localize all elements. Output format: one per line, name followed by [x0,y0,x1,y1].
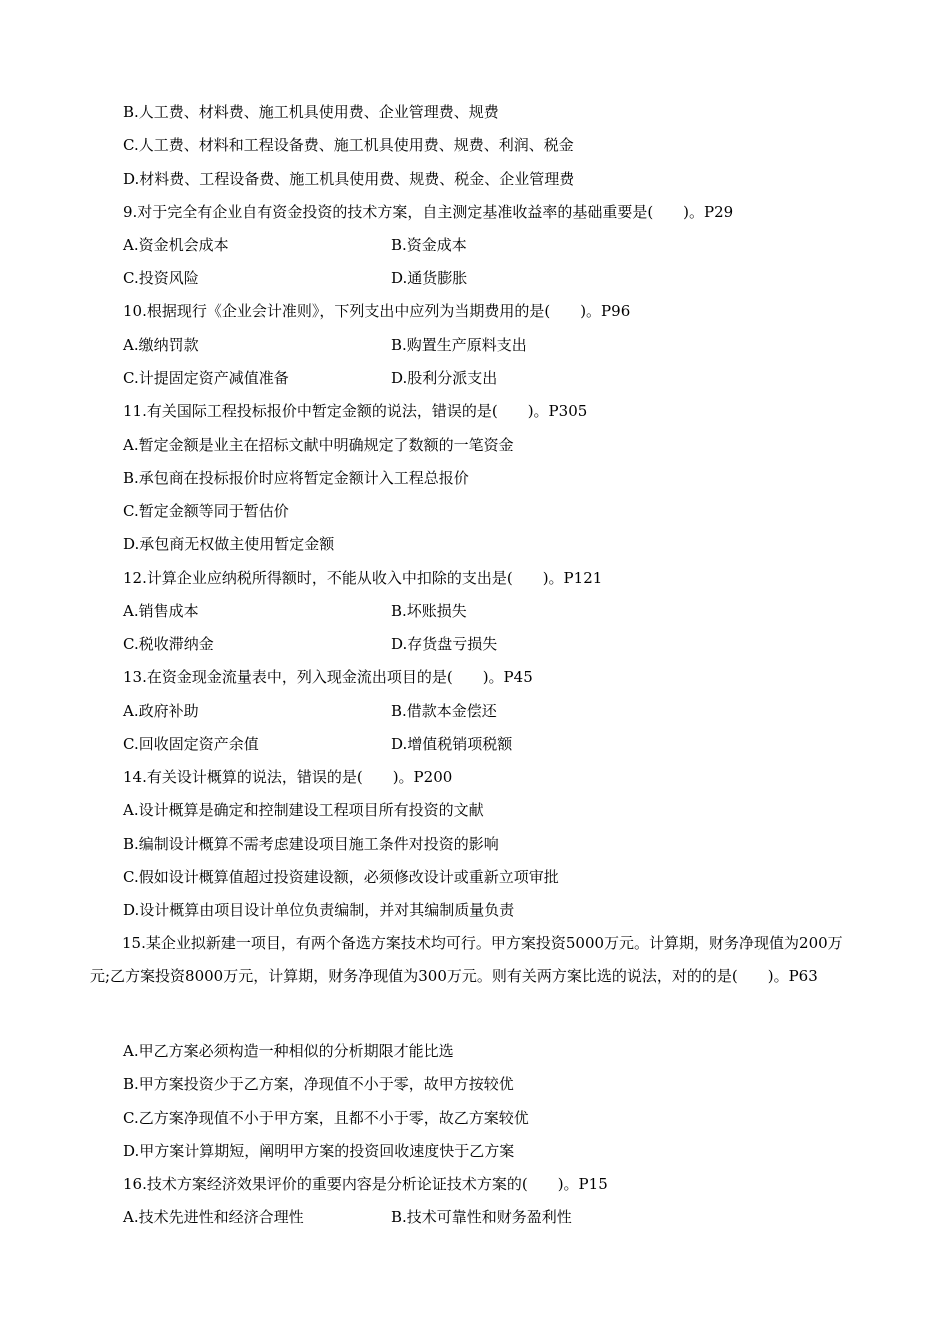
q11-stem: 11.有关国际工程投标报价中暂定金额的说法，错误的是( )。P305 [123,402,588,420]
q8-option-c: C.人工费、材料和工程设备费、施工机具使用费、规费、利润、税金 [123,136,574,154]
q14-option-b: B.编制设计概算不需考虑建设项目施工条件对投资的影响 [123,835,499,853]
q13-option-d: D.增值税销项税额 [391,735,513,753]
q14-option-c: C.假如设计概算值超过投资建设额，必须修改设计或重新立项审批 [123,868,559,886]
q9-option-d: D.通货膨胀 [391,269,468,287]
q15-stem: 15.某企业拟新建一项目，有两个备选方案技术均可行。甲方案投资5000万元。计算期，财务净现值为200万元;乙方案投资8000万元，计算期，财务净现值为300万元。则有关两方案比选的说法，对的的是( )。P63 [90,934,843,985]
q12-option-a: A.销售成本 [123,602,199,620]
q9-option-row-1 [123,235,467,255]
q13-stem: 13.在资金现金流量表中，列入现金流出项目的是( )。P45 [123,668,533,686]
q9-option-c: C.投资风险 [123,269,199,287]
q9-option-row-2 [123,268,468,288]
q15-option-b: B.甲方案投资少于乙方案，净现值不小于零，故甲方按较优 [123,1075,514,1093]
q11-option-d: D.承包商无权做主使用暂定金额 [123,535,335,553]
q16-option-row-1 [123,1207,572,1227]
q10-option-row-2 [123,368,498,388]
q13-option-b: B.借款本金偿还 [391,702,497,720]
q13-option-row-2 [123,734,513,754]
q10-stem: 10.根据现行《企业会计准则》，下列支出中应列为当期费用的是( )。P96 [123,302,631,320]
q10-option-b: B.购置生产原料支出 [391,336,527,354]
q15-option-d: D.甲方案计算期短，阐明甲方案的投资回收速度快于乙方案 [123,1142,515,1160]
q13-option-c: C.回收固定资产余值 [123,735,259,753]
q11-option-c: C.暂定金额等同于暂估价 [123,502,289,520]
q16-stem: 16.技术方案经济效果评价的重要内容是分析论证技术方案的( )。P15 [123,1175,608,1193]
q16-option-b: B.技术可靠性和财务盈利性 [391,1208,572,1226]
q8-option-d: D.材料费、工程设备费、施工机具使用费、规费、税金、企业管理费 [123,170,575,188]
q11-option-a: A.暂定金额是业主在招标文献中明确规定了数额的一笔资金 [123,436,514,454]
q9-option-b: B.资金成本 [391,236,467,254]
q12-option-row-2 [123,634,498,654]
q11-option-b: B.承包商在投标报价时应将暂定金额计入工程总报价 [123,469,469,487]
q10-option-row-1 [123,335,527,355]
q12-option-d: D.存货盘亏损失 [391,635,498,653]
q13-option-a: A.政府补助 [123,702,199,720]
q14-option-d: D.设计概算由项目设计单位负责编制，并对其编制质量负责 [123,901,515,919]
q10-option-a: A.缴纳罚款 [123,336,199,354]
q10-option-c: C.计提固定资产减值准备 [123,369,289,387]
q8-option-b: B.人工费、材料费、施工机具使用费、企业管理费、规费 [123,103,499,121]
q9-stem: 9.对于完全有企业自有资金投资的技术方案，自主测定基准收益率的基础重要是( )。P29 [123,203,734,221]
q14-option-a: A.设计概算是确定和控制建设工程项目所有投资的文献 [123,801,484,819]
q12-stem: 12.计算企业应纳税所得额时，不能从收入中扣除的支出是( )。P121 [123,569,603,587]
q9-option-a: A.资金机会成本 [123,236,229,254]
q13-option-row-1 [123,701,497,721]
q15-option-a: A.甲乙方案必须构造一种相似的分析期限才能比选 [123,1042,454,1060]
q15-option-c: C.乙方案净现值不小于甲方案，且都不小于零，故乙方案较优 [123,1109,529,1127]
q12-option-c: C.税收滞纳金 [123,635,214,653]
q14-stem: 14.有关设计概算的说法，错误的是( )。P200 [123,768,453,786]
q10-option-d: D.股利分派支出 [391,369,498,387]
q12-option-b: B.坏账损失 [391,602,467,620]
q16-option-a: A.技术先进性和经济合理性 [123,1208,304,1226]
q12-option-row-1 [123,601,467,621]
